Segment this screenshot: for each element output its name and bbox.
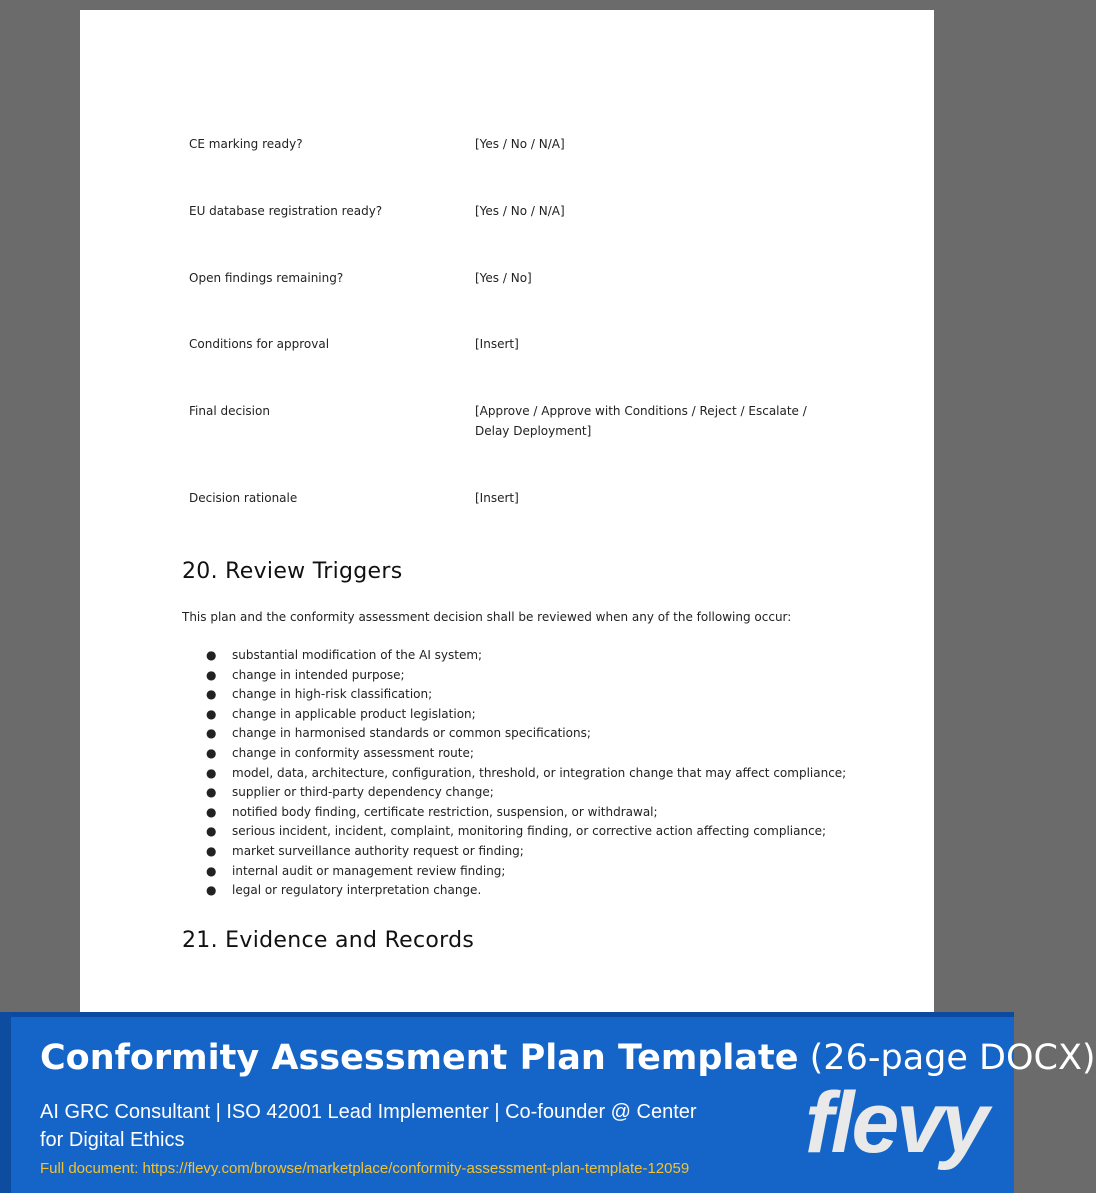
list-item-text: change in harmonised standards or common specifications;	[232, 726, 591, 741]
checklist-label: Conditions for approval	[189, 337, 330, 351]
promo-banner	[0, 1012, 1096, 1193]
list-item-text: legal or regulatory interpretation change.	[232, 883, 482, 898]
list-item-text: serious incident, incident, complaint, monitoring finding, or corrective action affecting compliance;	[232, 824, 827, 839]
checklist-value: [Yes / No / N/A]	[475, 137, 565, 151]
bullet-icon: ●	[206, 745, 217, 760]
checklist-value: [Yes / No / N/A]	[475, 204, 565, 218]
banner-side-strip	[0, 1012, 11, 1193]
list-item-text: change in intended purpose;	[232, 667, 405, 682]
list-item-text: change in applicable product legislation;	[232, 706, 476, 721]
section-intro: This plan and the conformity assessment decision shall be reviewed when any of the following occur:	[182, 610, 792, 624]
bullet-icon: ●	[206, 648, 217, 662]
list-item-text: market surveillance authority request or finding;	[232, 843, 524, 858]
checklist-value: [Yes / No]	[475, 271, 532, 285]
checklist-label: Open findings remaining?	[189, 271, 344, 285]
list-item-text: model, data, architecture, configuration, threshold, or integration change that may affect compliance;	[232, 765, 847, 780]
list-item-text: change in high-risk classification;	[232, 687, 433, 702]
bullet-icon: ●	[206, 883, 217, 898]
bullet-icon: ●	[206, 804, 217, 819]
document-page	[80, 10, 934, 1014]
bullet-icon: ●	[206, 687, 217, 702]
checklist-label: Final decision	[189, 404, 270, 418]
list-item-text: change in conformity assessment route;	[232, 745, 474, 760]
bullet-icon: ●	[206, 706, 217, 721]
checklist-value: [Insert]	[475, 337, 519, 351]
flevy-logo: flevy	[805, 1075, 987, 1171]
list-item-text: notified body finding, certificate restriction, suspension, or withdrawal;	[232, 804, 658, 819]
bullet-icon: ●	[206, 765, 217, 780]
checklist-label: Decision rationale	[189, 491, 298, 505]
document-title-pages: (26-page DOCX)	[809, 1038, 1096, 1078]
list-item-text: substantial modification of the AI system;	[232, 648, 483, 662]
document-title-main: Conformity Assessment Plan Template	[40, 1038, 799, 1078]
list-item-text: internal audit or management review finding;	[232, 863, 506, 878]
bullet-icon: ●	[206, 726, 217, 741]
checklist-label: EU database registration ready?	[189, 204, 383, 218]
section-heading: 21. Evidence and Records	[182, 928, 475, 953]
checklist-value: [Approve / Approve with Conditions / Reject / Escalate / Delay Deployment]	[475, 404, 807, 438]
document-link[interactable]: Full document: https://flevy.com/browse/marketplace/conformity-assessment-plan-template-12059	[40, 1160, 690, 1177]
bullet-icon: ●	[206, 863, 217, 878]
document-title	[40, 1038, 1096, 1078]
author-description: AI GRC Consultant | ISO 42001 Lead Implementer | Co-founder @ Center for Digital Ethics	[40, 1101, 697, 1151]
list-item-text: supplier or third-party dependency change;	[232, 785, 494, 800]
bullet-icon: ●	[206, 843, 217, 858]
bullet-icon: ●	[206, 785, 217, 800]
checklist-value: [Insert]	[475, 491, 519, 505]
bullet-icon: ●	[206, 667, 217, 682]
checklist-label: CE marking ready?	[189, 137, 303, 151]
section-heading: 20. Review Triggers	[182, 559, 403, 584]
bullet-icon: ●	[206, 824, 217, 839]
banner-top-edge	[0, 1012, 1014, 1017]
